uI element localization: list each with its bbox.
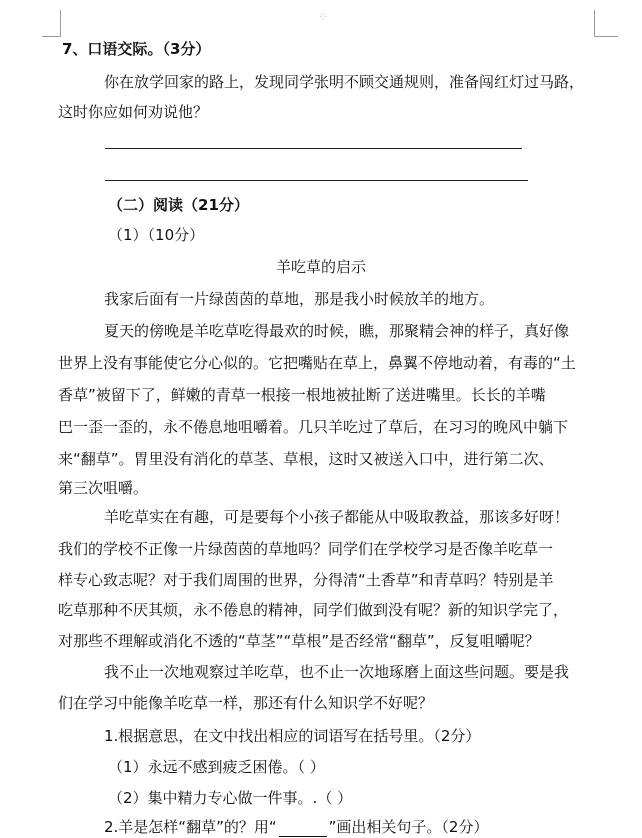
article-line: 我们的学校不正像一片绿茵茵的草地吗？同学们在学校学习是否像羊吃草一	[58, 540, 554, 558]
crop-mark	[60, 10, 61, 37]
section-title: （二）阅读（21分）	[108, 196, 249, 214]
article-line: 我家后面有一片绿茵茵的草地，那是我小时候放羊的地方。	[104, 290, 495, 308]
crop-mark	[594, 10, 595, 37]
underline-blank[interactable]	[279, 818, 327, 837]
answer-line[interactable]	[105, 148, 522, 149]
question-1-item-1[interactable]: （1）永远不感到疲乏困倦。（ ）	[108, 758, 325, 776]
question-1: 1.根据意思，在文中找出相应的词语写在括号里。（2分）	[104, 727, 481, 745]
question-2-text: 2.羊是怎样“翻草”的？用“	[104, 818, 277, 836]
article-line: 我不止一次地观察过羊吃草，也不止一次地琢磨上面这些问题。要是我	[104, 663, 570, 681]
crop-mark	[594, 36, 618, 37]
article-line: 对那些不理解或消化不透的“草茎”“草根”是否经常“翻草”，反复咀嚼呢？	[58, 632, 540, 650]
article-line: 来“翻草”。胃里没有消化的草茎、草根，这时又被送入口中，进行第二次、	[58, 450, 554, 468]
article-line: 巴一歪一歪的，永不倦息地咀嚼着。几只羊吃过了草后，在习习的晚风中躺下	[58, 418, 569, 436]
article-line: 世界上没有事能使它分心似的。它把嘴贴在草上，鼻翼不停地动着，有毒的“土	[58, 354, 576, 372]
anchor-mark-icon: ⁘	[318, 10, 329, 24]
question-1-item-2[interactable]: （2）集中精力专心做一件事。.（ ）	[108, 789, 353, 807]
article-title: 羊吃草的启示	[275, 258, 366, 276]
article-line: 第三次咀嚼。	[58, 479, 149, 497]
part-label: （1）（10分）	[108, 226, 205, 244]
article-line: 样专心致志呢？对于我们周围的世界，分得清“土香草”和青草吗？特别是羊	[58, 571, 554, 589]
article-line: 夏天的傍晚是羊吃草吃得最欢的时候，瞧，那聚精会神的样子，真好像	[104, 322, 570, 340]
article-line: 们在学习中能像羊吃草一样，那还有什么知识学不好呢？	[58, 694, 434, 712]
answer-line[interactable]	[105, 180, 528, 181]
question-7-prompt: 你在放学回家的路上，发现同学张明不顾交通规则，准备闯红灯过马路，	[104, 73, 585, 91]
question-2	[104, 818, 488, 837]
article-line: 羊吃草实在有趣，可是要每个小孩子都能从中吸取教益，那该多好呀！	[104, 508, 570, 526]
question-7-title: 7、口语交际。（3分）	[62, 40, 211, 58]
question-7-prompt: 这时你应如何劝说他？	[58, 103, 209, 121]
article-line: 吃草那种不厌其烦，永不倦息的精神，同学们做到没有呢？新的知识学完了，	[58, 601, 569, 619]
article-line: 香草”被留下了，鲜嫩的青草一根接一根地被扯断了送进嘴里。长长的羊嘴	[58, 386, 546, 404]
question-2-text: ”画出相关句子。（2分）	[328, 818, 489, 836]
crop-mark	[42, 36, 60, 37]
